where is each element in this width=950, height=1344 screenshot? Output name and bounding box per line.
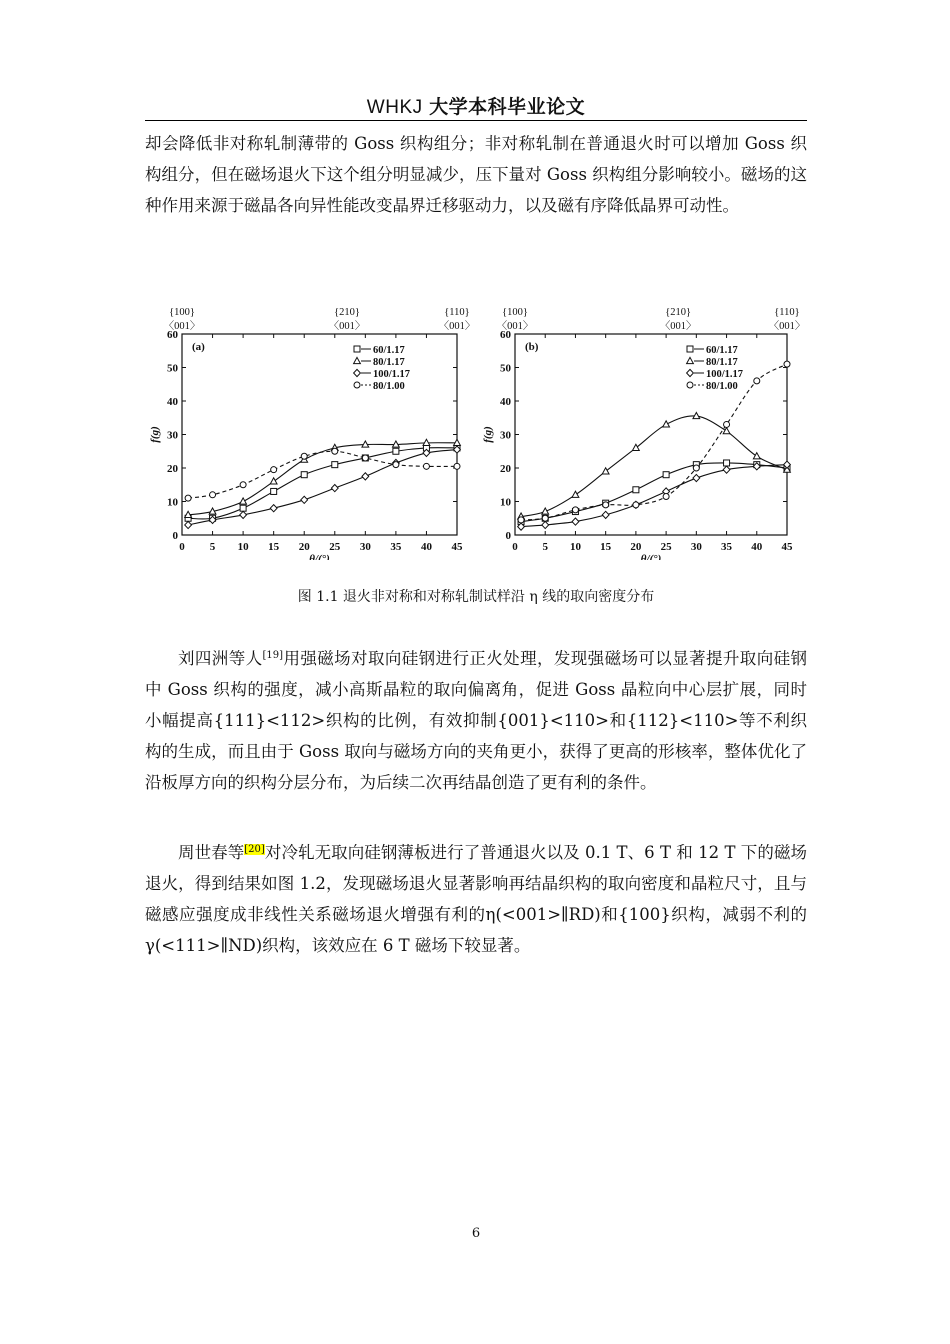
panel-a-series-line	[188, 448, 457, 519]
panel-a-data-point	[362, 473, 369, 480]
panel-a-series-line	[188, 443, 457, 515]
panel-a-legend-marker	[354, 346, 360, 352]
panel-b-data-point	[754, 378, 760, 384]
panel-a-data-point	[185, 495, 191, 501]
citation-20: [20]	[244, 844, 265, 855]
panel-b-data-point	[518, 517, 524, 523]
panel-b-orientation-label: 〈001〉	[768, 321, 806, 332]
panel-a-x-tick-label: 25	[329, 541, 341, 553]
panel-b-data-point	[602, 511, 609, 518]
paragraph-3-rest: 对冷轧无取向硅钢薄板进行了普通退火以及 0.1 T、6 T 和 12 T 下的磁场退火，得到结果如图 1.2，发现磁场退火显著影响再结晶织构的取向密度和晶粒尺寸，且与磁感应强度成非线性关系磁场退火增强有利的η(<001>∥RD)和{100}织构，减弱不利的 γ(<111>∥ND)织构，该效应在 6 T 磁场下较显著。	[145, 843, 808, 955]
panel-a-label: (a)	[192, 341, 205, 353]
panel-b-data-point	[753, 453, 760, 459]
running-header	[145, 92, 807, 119]
panel-b-frame	[515, 334, 787, 535]
panel-b-data-point	[663, 493, 669, 499]
panel-a-orientation-label: 〈001〉	[163, 321, 201, 332]
panel-a-data-point	[332, 448, 338, 454]
panel-b-data-point	[633, 487, 639, 493]
panel-b-label: (b)	[525, 341, 539, 353]
panel-b-legend-marker	[687, 346, 693, 352]
orientation-density-figure	[150, 298, 810, 560]
panel-a-x-tick-label: 40	[420, 541, 432, 553]
panel-b-data-point	[693, 465, 699, 471]
panel-a-data-point	[240, 505, 246, 511]
panel-a-data-point	[393, 462, 399, 468]
panel-a-x-axis-label: θ/(°)	[309, 553, 330, 560]
panel-a-y-tick-label: 40	[167, 396, 178, 408]
panel-a-orientation-label: {210}	[334, 307, 360, 318]
panel-b-x-tick-label: 30	[690, 541, 702, 553]
panel-a-data-point	[331, 485, 338, 492]
panel-a-legend-entry: 100/1.17	[373, 369, 411, 380]
panel-a-x-tick-label: 35	[390, 541, 402, 553]
panel-b-data-point	[693, 474, 700, 481]
panel-b-y-tick-label: 50	[500, 362, 511, 375]
panel-b-legend-entry: 100/1.17	[706, 369, 744, 380]
panel-a-data-point	[362, 455, 368, 461]
panel-b-data-point	[633, 502, 639, 508]
panel-b-x-tick-label: 25	[660, 541, 672, 553]
figure-caption: 图 1.1 退火非对称和对称轧制试样沿 η 线的取向密度分布	[297, 589, 655, 605]
panel-b-y-tick-label: 20	[500, 463, 511, 475]
citation-19: [19]	[262, 650, 284, 661]
panel-a-y-tick-label: 60	[167, 329, 178, 341]
panel-b-y-tick-label: 0	[505, 530, 511, 542]
panel-b-x-tick-label: 10	[569, 541, 581, 553]
panel-b-y-tick-label: 30	[500, 429, 511, 442]
paragraph-1: 却会降低非对称轧制薄带的 Goss 织构组分；非对称轧制在普通退火时可以增加 Goss 织构组分，但在磁场退火下这个组分明显减少，压下量对 Goss 织构组分影响较小。磁场的这种作用来源于磁晶各向异性能改变晶界迁移驱动力，以及磁有序降低晶界可动性。	[145, 134, 807, 215]
panel-b-x-axis-label: θ/(°)	[640, 553, 662, 560]
paragraph-2-start: 刘四洲等人	[178, 649, 263, 668]
panel-a-x-tick-label: 20	[298, 541, 310, 553]
panel-b-data-point	[572, 507, 578, 513]
panel-a-orientation-label: {100}	[169, 307, 195, 318]
panel-b-data-point	[602, 468, 609, 474]
panel-b-legend-marker	[687, 357, 694, 363]
header-rule	[145, 120, 807, 121]
header-title: 大学本科毕业论文	[429, 96, 586, 118]
panel-b-data-point	[632, 444, 639, 450]
panel-a-data-point	[423, 463, 429, 469]
panel-a-data-point	[454, 463, 460, 469]
panel-b-orientation-label: {210}	[665, 307, 692, 318]
paragraph-3-start: 周世春等	[178, 843, 245, 862]
panel-b-data-point	[784, 361, 790, 367]
panel-a-x-tick-label: 15	[268, 541, 280, 553]
panel-b-y-axis-label: f(g)	[482, 426, 494, 443]
panel-a-y-axis-label: f(g)	[150, 426, 161, 443]
panel-a-legend-entry: 80/1.00	[373, 381, 405, 392]
panel-a-data-point	[240, 498, 247, 504]
panel-a-y-tick-label: 20	[167, 463, 178, 475]
panel-a-y-tick-label: 10	[167, 496, 178, 509]
panel-b-legend-entry: 80/1.00	[706, 381, 738, 392]
panel-a-data-point	[393, 448, 399, 454]
paragraph-2	[145, 643, 807, 798]
panel-b-x-tick-label: 0	[512, 541, 518, 553]
panel-b-data-point	[572, 491, 579, 497]
panel-b-data-point	[542, 521, 549, 528]
panel-b-orientation-label: 〈001〉	[496, 321, 534, 332]
panel-a-x-tick-label: 45	[451, 541, 463, 553]
panel-a-series-line	[188, 451, 457, 498]
panel-b-series-line	[521, 463, 787, 522]
paragraph-2-rest: 用强磁场对取向硅钢进行正火处理，发现强磁场可以显著提升取向硅钢中 Goss 织构的强度，减小高斯晶粒的取向偏离角，促进 Goss 晶粒向中心层扩展，同时小幅提高{111}<112>织构的比例，有效抑制{001}<110>和{112}<110>等不利织构的生成，而且由于 Goss 取向与磁场方向的夹角更小，获得了更高的形核率，整体优化了沿板厚方向的织构分层分布，为后续二次再结晶创造了更有利的条件。	[145, 649, 808, 792]
panel-b-data-point	[663, 421, 670, 427]
panel-b-orientation-label: 〈001〉	[659, 321, 697, 332]
panel-b-x-tick-label: 45	[781, 541, 793, 553]
panel-a-data-point	[301, 472, 307, 478]
panel-a-legend-marker	[354, 357, 361, 363]
panel-b-data-point	[724, 421, 730, 427]
panel-b-y-tick-label: 40	[500, 396, 511, 408]
panel-a-data-point	[270, 478, 277, 484]
panel-b-x-tick-label: 40	[751, 541, 763, 553]
panel-b-data-point	[542, 515, 548, 521]
panel-a-legend-marker	[354, 382, 360, 388]
panel-a-data-point	[301, 453, 307, 459]
panel-a-x-tick-label: 10	[237, 541, 249, 553]
figure	[150, 298, 810, 564]
panel-a-data-point	[332, 462, 338, 468]
panel-a-data-point	[301, 496, 308, 503]
panel-a-frame	[182, 334, 457, 535]
panel-a-legend-entry: 60/1.17	[373, 345, 405, 356]
panel-b-orientation-label: {100}	[502, 307, 528, 318]
panel-b-series-line	[521, 465, 787, 527]
panel-b-data-point	[603, 502, 609, 508]
panel-b-x-tick-label: 5	[542, 541, 548, 553]
page-number: 6	[471, 1226, 481, 1241]
panel-b-legend-marker	[687, 382, 693, 388]
panel-b-y-tick-label: 10	[500, 496, 511, 509]
panel-b-x-tick-label: 20	[630, 541, 642, 553]
panel-a-x-tick-label: 5	[209, 541, 216, 553]
panel-a-orientation-label: {110}	[444, 307, 470, 318]
panel-a-data-point	[270, 505, 277, 512]
panel-a-y-tick-label: 50	[167, 362, 178, 375]
panel-a-y-tick-label: 0	[172, 530, 178, 542]
panel-a-data-point	[240, 511, 247, 518]
panel-b-legend-entry: 60/1.17	[706, 345, 738, 356]
panel-a-data-point	[271, 467, 277, 473]
panel-b-legend-marker	[687, 369, 694, 376]
panel-a-data-point	[240, 482, 246, 488]
panel-b-data-point	[572, 518, 579, 525]
panel-a-legend-entry: 80/1.17	[373, 357, 405, 368]
panel-a-x-tick-label: 0	[179, 541, 185, 553]
panel-b-legend-entry: 80/1.17	[706, 357, 738, 368]
panel-b-data-point	[663, 472, 669, 478]
panel-a-orientation-label: 〈001〉	[438, 321, 476, 332]
header-latin: WHKJ	[366, 97, 423, 118]
panel-a-orientation-label: 〈001〉	[328, 321, 366, 332]
panel-a-data-point	[210, 492, 216, 498]
panel-a-data-point	[185, 521, 192, 528]
panel-b-data-point	[724, 460, 730, 466]
panel-a-data-point	[271, 488, 277, 494]
panel-b-x-tick-label: 15	[600, 541, 612, 553]
panel-b-data-point	[723, 466, 730, 473]
panel-b-x-tick-label: 35	[721, 541, 733, 553]
panel-b-orientation-label: {110}	[774, 307, 800, 318]
paragraph-3	[145, 837, 807, 961]
panel-a-x-tick-label: 30	[359, 541, 371, 553]
panel-b-y-tick-label: 60	[500, 329, 511, 341]
panel-a-y-tick-label: 30	[167, 429, 178, 442]
panel-a-legend-marker	[354, 369, 361, 376]
